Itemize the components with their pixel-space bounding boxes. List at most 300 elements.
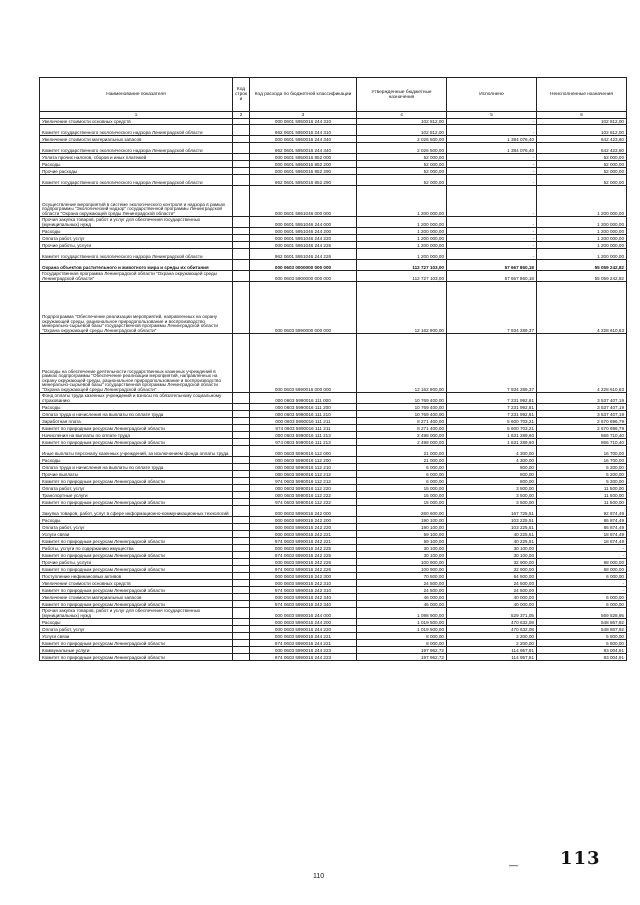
cell-approved: 6 000,00 (357, 478, 447, 485)
cell-name: Услуги связи (40, 633, 233, 640)
cell-approved: 21 000,00 (357, 446, 447, 457)
cell-unexecuted: 6 000,00 (537, 601, 627, 608)
cell-executed: 2 200,00 (447, 633, 537, 640)
table-row (40, 334, 627, 393)
cell-budget-code: 974 0603 5990016 111 211 (250, 425, 357, 432)
table-row (40, 418, 627, 425)
cell-line-code (233, 626, 250, 633)
cell-budget-code: 000 0603 5990016 242 225 (250, 545, 357, 552)
cell-name: Оплата работ, услуг (40, 235, 233, 242)
cell-unexecuted: 18 874,49 (537, 531, 627, 538)
cell-approved: 30 100,00 (357, 545, 447, 552)
cell-executed: 4 300,00 (447, 457, 537, 464)
cell-approved: 197 962,72 (357, 647, 447, 654)
cell-budget-code: 974 0603 5990016 242 221 (250, 538, 357, 545)
cell-executed: - (447, 119, 537, 125)
table-row (40, 432, 627, 439)
table-row (40, 552, 627, 559)
cell-unexecuted: 55 059 242,82 (537, 271, 627, 282)
cell-line-code (233, 242, 250, 249)
table-row (40, 647, 627, 654)
cell-unexecuted: 16 700,00 (537, 457, 627, 464)
cell-budget-code: 000 0603 5990016 112 220 (250, 485, 357, 492)
cell-executed: 800,00 (447, 464, 537, 471)
cell-line-code (233, 425, 250, 432)
cell-line-code (233, 647, 250, 654)
cell-line-code (233, 334, 250, 393)
cell-approved: 15 000,00 (357, 499, 447, 506)
cell-line-code (233, 573, 250, 580)
cell-approved: 59 100,00 (357, 531, 447, 538)
cell-budget-code: 000 0603 5990016 242 340 (250, 594, 357, 601)
cell-unexecuted: 6 000,00 (537, 594, 627, 601)
header-row (40, 78, 627, 112)
cell-executed: 7 934 289,37 (447, 282, 537, 334)
col-index: 1 (40, 112, 233, 119)
cell-name: Оплата работ, услуг (40, 485, 233, 492)
cell-budget-code: 974 0603 5990016 244 223 (250, 654, 357, 661)
cell-unexecuted: 68 000,00 (537, 566, 627, 573)
dash-mark: — (509, 860, 519, 870)
cell-name: Прочая закупка товаров, работ и услуг для обеспечения государственных (муниципальных) нужд (40, 217, 233, 228)
table-row (40, 559, 627, 566)
cell-approved: 59 100,00 (357, 538, 447, 545)
cell-budget-code: 000 0601 5951046 244 226 (250, 242, 357, 249)
cell-executed: 40 000,00 (447, 594, 537, 601)
cell-executed: 5 600 703,21 (447, 418, 537, 425)
cell-executed: 7 231 992,81 (447, 404, 537, 411)
cell-name: Комитет государственного экологического надзора Ленинградской области (40, 143, 233, 154)
cell-approved: 6 000,00 (357, 471, 447, 478)
table-row (40, 608, 627, 619)
cell-name: Комитет государственного экологического надзора Ленинградской области (40, 125, 233, 136)
cell-line-code (233, 640, 250, 647)
cell-unexecuted: 52 000,00 (537, 175, 627, 186)
cell-approved: 260 600,00 (357, 506, 447, 517)
cell-budget-code: 974 0603 5990016 242 225 (250, 552, 357, 559)
cell-line-code (233, 143, 250, 154)
cell-line-code (233, 499, 250, 506)
cell-budget-code: 000 0603 0000000 000 000 (250, 260, 357, 271)
cell-line-code (233, 619, 250, 626)
cell-executed: - (447, 154, 537, 161)
table-row (40, 425, 627, 432)
cell-budget-code: 962 0601 5950016 244 310 (250, 125, 357, 136)
cell-unexecuted: 102 812,00 (537, 119, 627, 125)
cell-line-code (233, 439, 250, 446)
page-number: 110 (313, 873, 325, 880)
cell-line-code (233, 485, 250, 492)
table-row (40, 524, 627, 531)
cell-executed: - (447, 242, 537, 249)
table-row (40, 580, 627, 587)
cell-line-code (233, 545, 250, 552)
cell-executed: 114 957,81 (447, 647, 537, 654)
cell-name: Комитет по природным ресурсам Ленинградской области (40, 640, 233, 647)
cell-line-code (233, 411, 250, 418)
cell-approved: 1 200 000,00 (357, 228, 447, 235)
cell-line-code (233, 235, 250, 242)
cell-budget-code: 000 0603 5990016 112 200 (250, 457, 357, 464)
col-header-unexecuted: Неисполненные назначения (537, 78, 627, 112)
cell-approved: 15 000,00 (357, 485, 447, 492)
table-row (40, 517, 627, 524)
cell-line-code (233, 538, 250, 545)
table-row (40, 654, 627, 661)
cell-line-code (233, 125, 250, 136)
cell-name: Расходы (40, 161, 233, 168)
cell-budget-code: 000 0601 5950016 244 340 (250, 136, 357, 143)
cell-executed: - (447, 217, 537, 228)
col-index: 5 (447, 112, 537, 119)
cell-approved: 8 271 400,00 (357, 418, 447, 425)
table-row (40, 640, 627, 647)
cell-name: Оплата труда и начисления на выплаты по оплате труда (40, 464, 233, 471)
cell-executed: - (447, 175, 537, 186)
cell-approved: 24 500,00 (357, 580, 447, 587)
cell-line-code (233, 524, 250, 531)
cell-approved: 1 200 000,00 (357, 242, 447, 249)
cell-budget-code: 000 0601 5951046 000 000 (250, 186, 357, 217)
col-index: 6 (537, 112, 627, 119)
cell-executed: 40 000,00 (447, 601, 537, 608)
table-row (40, 601, 627, 608)
cell-unexecuted: 866 710,40 (537, 439, 627, 446)
cell-approved: 8 271 400,00 (357, 425, 447, 432)
cell-approved: 15 000,00 (357, 492, 447, 499)
cell-line-code (233, 654, 250, 661)
table-row (40, 143, 627, 154)
cell-line-code (233, 580, 250, 587)
cell-line-code (233, 531, 250, 538)
cell-executed: 7 231 992,81 (447, 411, 537, 418)
cell-budget-code: 974 0603 5990016 112 222 (250, 499, 357, 506)
cell-budget-code: 000 0603 5990016 242 220 (250, 524, 357, 531)
table-row (40, 242, 627, 249)
cell-executed: 1 631 289,60 (447, 432, 537, 439)
table-row (40, 161, 627, 168)
table-row (40, 249, 627, 260)
cell-line-code (233, 418, 250, 425)
budget-execution-table (39, 77, 627, 661)
cell-unexecuted: 86 874,49 (537, 517, 627, 524)
table-row (40, 573, 627, 580)
table-row (40, 271, 627, 282)
cell-line-code (233, 552, 250, 559)
cell-executed: - (447, 228, 537, 235)
table-row (40, 154, 627, 161)
cell-executed: - (447, 168, 537, 175)
cell-budget-code: 974 0603 5990016 242 310 (250, 587, 357, 594)
cell-unexecuted: 52 000,00 (537, 168, 627, 175)
cell-budget-code: 000 0603 5990016 112 222 (250, 492, 357, 499)
cell-line-code (233, 404, 250, 411)
cell-budget-code: 000 0603 5990016 111 000 (250, 393, 357, 404)
cell-budget-code: 000 0603 5990016 242 300 (250, 573, 357, 580)
cell-name: Комитет по природным ресурсам Ленинградской области (40, 654, 233, 661)
table-row (40, 531, 627, 538)
cell-name: Расходы (40, 228, 233, 235)
cell-name: Оплата работ, услуг (40, 524, 233, 531)
cell-approved: 1 019 500,00 (357, 619, 447, 626)
cell-unexecuted: 83 004,91 (537, 654, 627, 661)
cell-unexecuted: 102 812,00 (537, 125, 627, 136)
cell-approved: 100 900,00 (357, 566, 447, 573)
cell-approved: 52 000,00 (357, 161, 447, 168)
cell-executed: 7 934 289,37 (447, 334, 537, 393)
cell-name: Услуги связи (40, 531, 233, 538)
cell-executed: 1 384 076,40 (447, 143, 537, 154)
cell-approved: 10 769 400,00 (357, 411, 447, 418)
col-index: 3 (250, 112, 357, 119)
table-row (40, 587, 627, 594)
cell-approved: 197 962,72 (357, 654, 447, 661)
cell-executed: 470 632,08 (447, 619, 537, 626)
cell-name: Закупка товаров, работ, услуг в сфере информационно-коммуникационных технологий (40, 506, 233, 517)
cell-executed: 24 500,00 (447, 580, 537, 587)
cell-executed: 3 500,00 (447, 485, 537, 492)
cell-budget-code: 000 0603 5990016 244 000 (250, 608, 357, 619)
col-header-line-code: Код строк и (233, 78, 250, 112)
cell-executed: - (447, 235, 537, 242)
cell-approved: 2 026 500,00 (357, 143, 447, 154)
cell-approved: 21 000,00 (357, 457, 447, 464)
cell-name: Заработная плата (40, 418, 233, 425)
col-header-budget-code: Код расхода по бюджетной классификации (250, 78, 357, 112)
cell-executed: 32 900,00 (447, 559, 537, 566)
cell-budget-code: 000 0603 5990016 244 223 (250, 647, 357, 654)
cell-executed: 2 200,00 (447, 640, 537, 647)
cell-executed: 30 100,00 (447, 545, 537, 552)
cell-executed: 32 900,00 (447, 566, 537, 573)
cell-line-code (233, 217, 250, 228)
cell-name: Прочие расходы (40, 168, 233, 175)
cell-approved: 1 019 500,00 (357, 626, 447, 633)
cell-unexecuted: 1 200 000,00 (537, 249, 627, 260)
cell-budget-code: 000 0603 5990016 244 200 (250, 619, 357, 626)
table-row (40, 235, 627, 242)
cell-executed: 57 667 860,18 (447, 260, 537, 271)
cell-budget-code: 000 0603 5990016 111 211 (250, 418, 357, 425)
table-row (40, 186, 627, 217)
cell-name: Комитет по природным ресурсам Ленинградской области (40, 538, 233, 545)
cell-line-code (233, 633, 250, 640)
cell-executed: 103 225,51 (447, 517, 537, 524)
table-row (40, 260, 627, 271)
cell-executed: 800,00 (447, 478, 537, 485)
cell-executed: 3 500,00 (447, 499, 537, 506)
cell-approved: 52 000,00 (357, 154, 447, 161)
cell-name: Оплата работ, услуг (40, 626, 233, 633)
cell-approved: 70 500,00 (357, 573, 447, 580)
cell-line-code (233, 559, 250, 566)
cell-unexecuted: 6 000,00 (537, 573, 627, 580)
cell-line-code (233, 517, 250, 524)
cell-unexecuted: 1 200 000,00 (537, 228, 627, 235)
cell-unexecuted: 548 867,92 (537, 619, 627, 626)
table-row (40, 566, 627, 573)
cell-unexecuted: 5 800,00 (537, 640, 627, 647)
cell-approved: 46 000,00 (357, 594, 447, 601)
table-row (40, 464, 627, 471)
cell-unexecuted: 86 874,49 (537, 524, 627, 531)
cell-approved: 2 498 000,00 (357, 439, 447, 446)
cell-line-code (233, 601, 250, 608)
cell-unexecuted: 68 000,00 (537, 559, 627, 566)
cell-unexecuted: 18 874,49 (537, 538, 627, 545)
cell-budget-code: 000 0601 5950016 852 290 (250, 168, 357, 175)
cell-name: Иные выплаты персоналу казенных учреждений, за исключением фонда оплаты труда (40, 446, 233, 457)
cell-name: Фонд оплаты труда казенных учреждений и взносы по обязательному социальному страхованию (40, 393, 233, 404)
cell-unexecuted: 569 528,95 (537, 608, 627, 619)
cell-name: Расходы (40, 457, 233, 464)
cell-approved: 10 769 400,00 (357, 404, 447, 411)
cell-unexecuted: 52 000,00 (537, 154, 627, 161)
cell-line-code (233, 464, 250, 471)
cell-unexecuted: 3 537 407,19 (537, 411, 627, 418)
cell-line-code (233, 566, 250, 573)
cell-unexecuted: 11 500,00 (537, 485, 627, 492)
cell-unexecuted: - (537, 587, 627, 594)
table-row (40, 457, 627, 464)
cell-executed: 167 725,51 (447, 506, 537, 517)
cell-name: Комитет государственного экологического надзора Ленинградской области (40, 175, 233, 186)
cell-budget-code: 000 0603 5990016 242 221 (250, 531, 357, 538)
cell-approved: 52 000,00 (357, 175, 447, 186)
cell-budget-code: 000 0601 5950016 852 000 (250, 154, 357, 161)
cell-name: Прочие выплаты (40, 471, 233, 478)
table-row (40, 175, 627, 186)
col-index: 4 (357, 112, 447, 119)
cell-unexecuted: 548 867,92 (537, 626, 627, 633)
cell-unexecuted: - (537, 580, 627, 587)
cell-budget-code: 000 0603 5990016 112 212 (250, 471, 357, 478)
table-row (40, 478, 627, 485)
cell-line-code (233, 471, 250, 478)
cell-approved: 1 098 900,00 (357, 608, 447, 619)
cell-name: Транспортные услуги (40, 492, 233, 499)
cell-unexecuted: 4 228 610,63 (537, 282, 627, 334)
cell-approved: 46 000,00 (357, 601, 447, 608)
cell-name: Комитет по природным ресурсам Ленинградской области (40, 587, 233, 594)
cell-name: Уплата прочих налогов, сборов и иных платежей (40, 154, 233, 161)
cell-name: Поступление нефинансовых активов (40, 573, 233, 580)
cell-budget-code: 962 0601 5950016 852 290 (250, 175, 357, 186)
cell-line-code (233, 175, 250, 186)
cell-budget-code: 000 0603 5900000 000 000 (250, 271, 357, 282)
table-row (40, 404, 627, 411)
cell-unexecuted: 1 200 000,00 (537, 242, 627, 249)
cell-executed: 40 225,51 (447, 538, 537, 545)
cell-name: Увеличение стоимости основных средств (40, 580, 233, 587)
cell-executed: - (447, 186, 537, 217)
cell-unexecuted: 92 874,49 (537, 506, 627, 517)
table-row (40, 499, 627, 506)
cell-name: Комитет по природным ресурсам Ленинградской области (40, 478, 233, 485)
table-row (40, 446, 627, 457)
cell-unexecuted: 5 200,00 (537, 478, 627, 485)
cell-budget-code: 974 0603 5990016 242 226 (250, 566, 357, 573)
cell-executed: - (447, 249, 537, 260)
cell-budget-code: 000 0603 5990016 111 213 (250, 432, 357, 439)
cell-name: Комитет по природным ресурсам Ленинградской области (40, 425, 233, 432)
cell-unexecuted: 83 004,91 (537, 647, 627, 654)
cell-line-code (233, 282, 250, 334)
cell-unexecuted: 1 200 000,00 (537, 235, 627, 242)
cell-unexecuted: 5 200,00 (537, 471, 627, 478)
table-row (40, 228, 627, 235)
cell-approved: 52 000,00 (357, 168, 447, 175)
cell-approved: 8 000,00 (357, 633, 447, 640)
cell-line-code (233, 457, 250, 464)
cell-line-code (233, 432, 250, 439)
table-row (40, 471, 627, 478)
cell-executed: 40 225,51 (447, 531, 537, 538)
cell-executed: - (447, 161, 537, 168)
cell-budget-code: 000 0603 5990016 242 000 (250, 506, 357, 517)
col-index: 2 (233, 112, 250, 119)
cell-budget-code: 000 0603 5990016 111 200 (250, 404, 357, 411)
cell-line-code (233, 608, 250, 619)
table-row (40, 393, 627, 404)
cell-approved: 12 162 900,00 (357, 282, 447, 334)
column-index-row (40, 112, 627, 119)
cell-unexecuted: 3 537 407,19 (537, 404, 627, 411)
cell-unexecuted: 1 200 000,00 (537, 217, 627, 228)
cell-approved: 24 500,00 (357, 587, 447, 594)
table-row (40, 545, 627, 552)
cell-budget-code: 974 0603 5990016 111 213 (250, 439, 357, 446)
cell-unexecuted: 5 800,00 (537, 633, 627, 640)
cell-name: Прочая закупка товаров, работ и услуг для обеспечения государственных (муниципальных) нужд (40, 608, 233, 619)
cell-line-code (233, 492, 250, 499)
cell-unexecuted: 866 710,40 (537, 432, 627, 439)
table-body (40, 119, 627, 661)
cell-budget-code: 000 0601 5950016 852 200 (250, 161, 357, 168)
cell-name: Увеличение стоимости материальных запасов (40, 136, 233, 143)
table-row (40, 411, 627, 418)
cell-name: Комитет по природным ресурсам Ленинградской области (40, 439, 233, 446)
cell-name: Коммунальные услуги (40, 647, 233, 654)
cell-name: Комитет по природным ресурсам Ленинградской области (40, 566, 233, 573)
cell-executed: 1 631 289,60 (447, 439, 537, 446)
cell-unexecuted: 52 000,00 (537, 161, 627, 168)
table-row (40, 217, 627, 228)
cell-executed: 4 300,00 (447, 446, 537, 457)
cell-unexecuted: - (537, 545, 627, 552)
cell-line-code (233, 506, 250, 517)
cell-unexecuted: 5 200,00 (537, 464, 627, 471)
cell-name: Оплата труда и начисления на выплаты по оплате труда (40, 411, 233, 418)
cell-line-code (233, 594, 250, 601)
table-row (40, 626, 627, 633)
cell-approved: 6 000,00 (357, 464, 447, 471)
table-row (40, 485, 627, 492)
cell-name: Комитет государственного экологического надзора Ленинградской области (40, 249, 233, 260)
cell-line-code (233, 249, 250, 260)
cell-executed: 7 231 992,81 (447, 393, 537, 404)
cell-approved: 8 000,00 (357, 640, 447, 647)
table-row (40, 125, 627, 136)
cell-budget-code: 974 0603 5990016 112 212 (250, 478, 357, 485)
cell-executed: 5 600 703,21 (447, 425, 537, 432)
cell-approved: 1 200 000,00 (357, 235, 447, 242)
cell-executed: 470 632,08 (447, 626, 537, 633)
cell-unexecuted: - (537, 552, 627, 559)
cell-line-code (233, 228, 250, 235)
col-header-name: Наименование показателя (40, 78, 233, 112)
cell-name: Расходы (40, 404, 233, 411)
